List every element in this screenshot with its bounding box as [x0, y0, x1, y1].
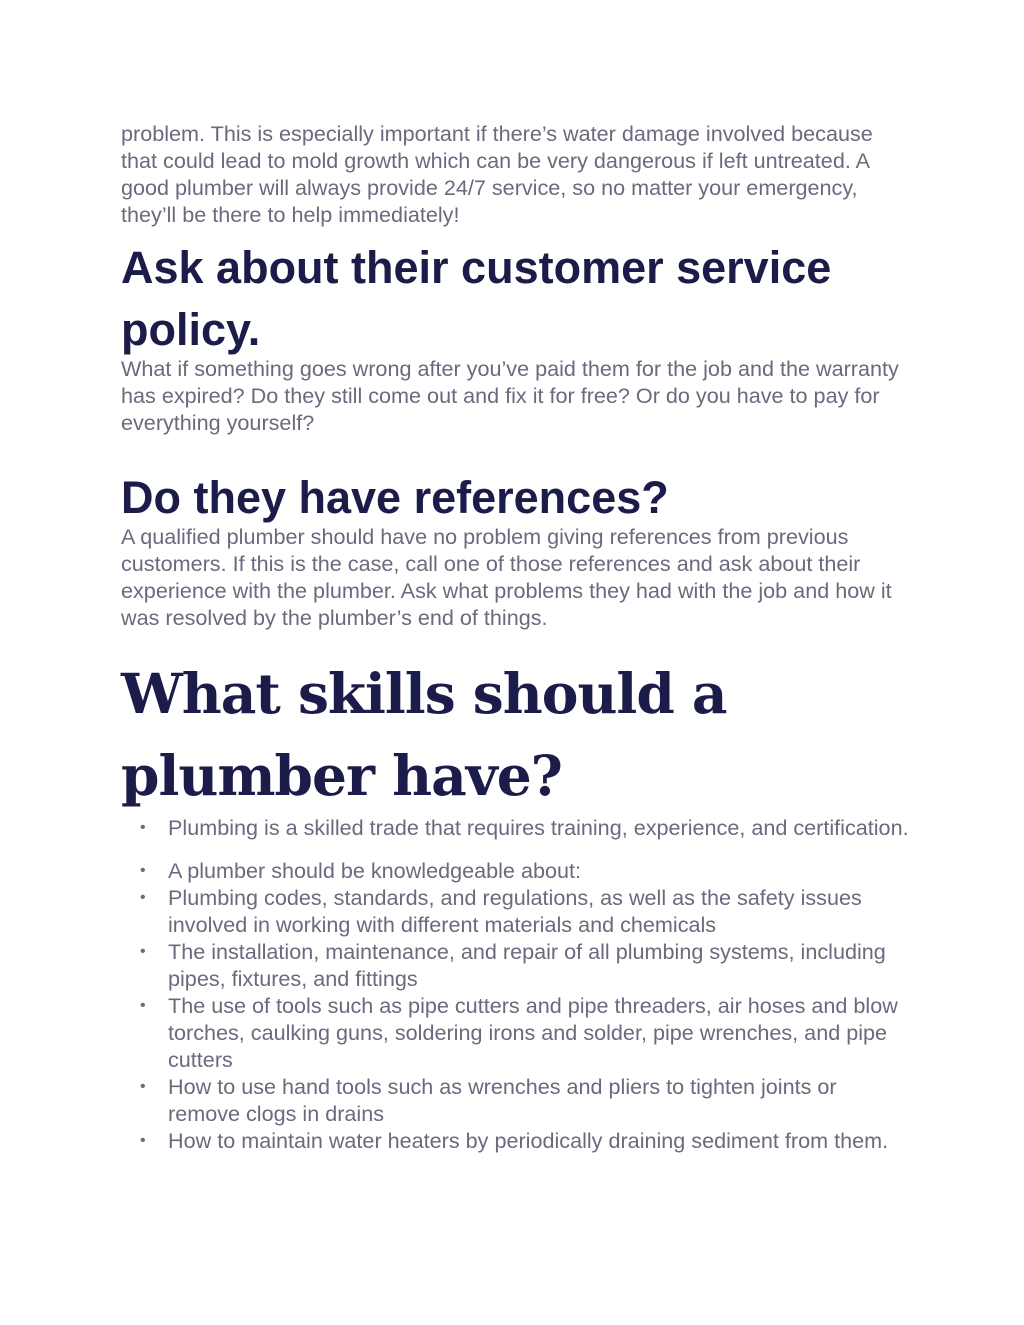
bullet-icon: • [140, 889, 146, 906]
intro-paragraph: problem. This is especially important if there’s water damage involved because that could lead to mold growth which can be very dangerous if left untreated. A good plumber will always provide 24/7 service, so no matter your emergency, they’ll be there to help immediately! [121, 121, 873, 227]
bullet-icon: • [140, 862, 146, 879]
list-item [121, 857, 911, 884]
references-paragraph: A qualified plumber should have no problem giving references from previous customers. If this is the case, call one of those references and ask about their experience with the plumber. Ask what problems they had with the job and how it was resolved by the plumber’s end of things. [121, 524, 892, 630]
list-item-text: A plumber should be knowledgeable about: [168, 858, 581, 883]
list-item-text: Plumbing codes, standards, and regulations, as well as the safety issues involved in working with different materials and chemicals [168, 885, 862, 937]
bullet-icon: • [140, 1078, 146, 1095]
references-heading: Do they have references? [121, 472, 669, 523]
bullet-icon: • [140, 943, 146, 960]
bullet-icon: • [140, 1132, 146, 1149]
list-item [121, 814, 911, 841]
list-item-text: How to use hand tools such as wrenches and pliers to tighten joints or remove clogs in drains [168, 1074, 837, 1126]
bullet-icon: • [140, 819, 146, 836]
list-item-text: How to maintain water heaters by periodically draining sediment from them. [168, 1128, 889, 1153]
customer-service-heading: Ask about their customer service policy. [121, 242, 832, 355]
document-page [121, 120, 911, 1154]
list-item [121, 938, 911, 992]
list-item-text: The use of tools such as pipe cutters and pipe threaders, air hoses and blow torches, caulking guns, soldering irons and solder, pipe wrenches, and pipe cutters [168, 993, 898, 1072]
list-item [121, 1073, 911, 1127]
bullet-icon: • [140, 997, 146, 1014]
skills-heading: What skills should a plumber have? [121, 661, 727, 808]
customer-service-paragraph: What if something goes wrong after you’ve paid them for the job and the warranty has expired? Do they still come out and fix it for free? Or do you have to pay for everything yourself? [121, 356, 899, 435]
list-item-text: The installation, maintenance, and repair of all plumbing systems, including pipes, fixtures, and fittings [168, 939, 886, 991]
skills-list [121, 814, 911, 1154]
list-item [121, 1127, 911, 1154]
list-item-text: Plumbing is a skilled trade that requires training, experience, and certification. [168, 815, 909, 840]
list-item [121, 884, 911, 938]
list-item [121, 992, 911, 1073]
